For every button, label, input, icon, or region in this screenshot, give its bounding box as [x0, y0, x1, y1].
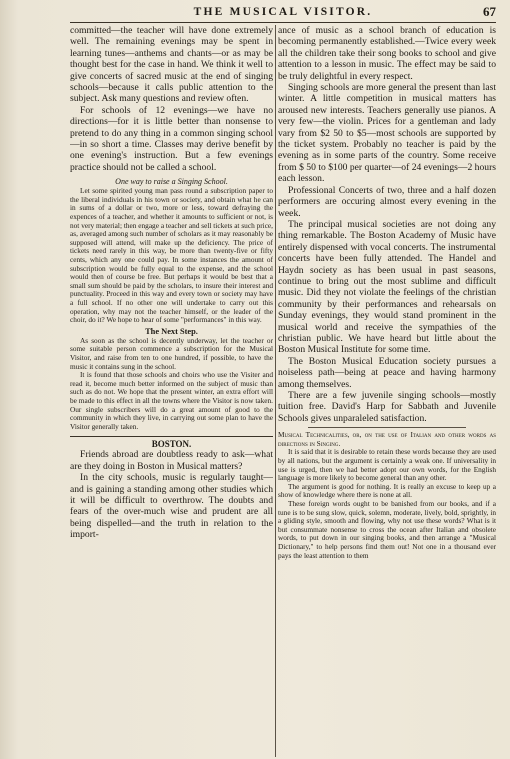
left-paragraph-5: It is found that those schools and choirs who use the Visiter and read it, become much better informed on the subject of music than such as do not. We hope that the present winter, an extra effort will be made to this effect in all the towns where the Visitor is now taken. Our single subscribers will do a great amount of good to the community in which they live, in carrying out some plan to have the Visitor generally taken. [70, 370, 273, 431]
right-paragraph-3: Professional Concerts of two, three and a half dozen performers are occuring almost every evening in the week. [278, 184, 496, 219]
right-paragraph-9: These foreign words ought to be banished from our books, and if a tune is to be sung slow, quick, solemn, moderate, lively, bold, sprightly, in a gliding style, smooth and flowing, why not use these words? What is it but consummate nonsense to cross the ocean after Italian and obsolete words, to put down in our singing books, and then arrange a "Musical Dictionary," to help persons find them out! Not one in a thousand ever pays the least attention to them [278, 498, 496, 560]
left-paragraph-4: As soon as the school is decently underway, let the teacher or some suitable person commence a subscription for the Musical Visitor, and raise from ten to one hundred, if possible, to have the music it contains sung in the school. [70, 335, 273, 371]
left-paragraph-3: Let some spirited young man pass round a subscription paper to the liberal individuals in his town or society, and obtain what he can in sums of a dollar or two, more or less, toward defraying the expences of a teacher, and whether it amounts to sufficient or not, is not very material; then engage a teacher and sell tickets at such price, as, averaged among such number of scholars as it may reasonably be supposed will attend, will make up the deficiency. The price of tickets need rarely in this way, be more than twenty-five or fifty cents, which any one could pay. In some instances the amount of subscription would be fully equal to the expense, and the school would then of course be free. But perhaps it would be best that a small sum should be paid by the scholars, to insure their interest and punctuality. Proceed in this way and every town or society may have a full school. If no other one will undertake to carry out this operation, why may not the teacher himself, or the leader of the choir, do it? We hope to hear of some "performances" in this way. [70, 186, 273, 325]
left-paragraph-6: Friends abroad are doubtless ready to ask—what are they doing in Boston in Musical matters? [70, 449, 273, 472]
section-rule [308, 427, 466, 428]
right-paragraph-4: The principal musical societies are not doing any thing remarkable. The Boston Academy of Music have entirely dispensed with vocal concerts. The instrumental concerts have been fully attended. The Handel and Haydn society as has been usual in past seasons, continue to bring out the most sublime and difficult music. Did they not violate the feelings of the christian community by their performances and rehearsals on Sunday evenings, they would stand prominent in the musical world and receive the sympathies of the christian public. We have heard but little about the Boston Musical Institute for some time. [278, 218, 496, 356]
right-column [278, 25, 496, 757]
next-step-heading: The Next Step. [145, 326, 198, 336]
left-column [70, 25, 273, 757]
page-number: 67 [483, 4, 496, 19]
running-title: THE MUSICAL VISITOR. [193, 6, 373, 18]
subsection-title: One way to raise a Singing School. [115, 177, 228, 187]
right-paragraph-7: It is said that it is desirable to retain these words because they are used by all nations, but the argument is certainly a weak one. If universality in use is urged, then we had better adopt our own words, for the English language is more likely to become general than any other. [278, 447, 496, 483]
left-paragraph-1: committed—the teacher will have done extremely well. The remaining evenings may be spent in learning tunes—anthems and chants—or as may be thought best for the case in hand. We think it well to give concerts of sacred music at the end of singing schools—because it calls public attention to the subject. Ask many questions and review often. [70, 25, 273, 105]
boston-heading: BOSTON. [70, 436, 273, 449]
page-header [70, 6, 496, 23]
left-paragraph-2: For schools of 12 evenings—we have no directions—for it is little better than nonsense to pretend to do any thing in a common singing school—in so short a time. Classes may derive benefit by one evening's instruction. But a few evenings practice should not be called a school. [70, 104, 273, 173]
right-paragraph-8: The argument is good for nothing. It is really an excuse to keep up a show of knowledge where there is none at all. [278, 481, 496, 500]
left-paragraph-7: In the city schools, music is regularly taught—and is gaining a standing among other studies which it will be difficult to overthrow. The doubts and fears of the over-much wise and prudent are all being dispelled—and the truth in relation to the import- [70, 472, 273, 541]
right-paragraph-1: ance of music as a school branch of education is becoming permanently established.—Twice every week all the children take their song books to school and give attention to a lesson in music. The effect may be said to be truly delightful in every respect. [278, 25, 496, 82]
right-paragraph-2: Singing schools are more general the present than last winter. A little competition in musical matters has aroused new interests. Teachers generally use pianos. A very few—the violin. Prices for a gentleman and lady vary from $2 50 to $5—most schools are supported by the ticket system. Probably no teacher is paid by the evening as in some parts of the country. Some receive from $ 50 to $100 per quarter—of 24 evenings—2 hours each lesson. [278, 82, 496, 185]
column-divider [275, 25, 276, 757]
article-title: Musical Technicalities, or, on the use of Italian and other words as directions in Singing. [278, 430, 496, 448]
right-paragraph-5: The Boston Musical Education society pursues a noiseless path—being at peace and having harmony among themselves. [278, 355, 496, 390]
right-paragraph-6: There are a few juvenile singing schools—mostly tuition free. David's Harp for Sabbath and Juvenile Schools gives unparaleled satisfaction. [278, 390, 496, 424]
